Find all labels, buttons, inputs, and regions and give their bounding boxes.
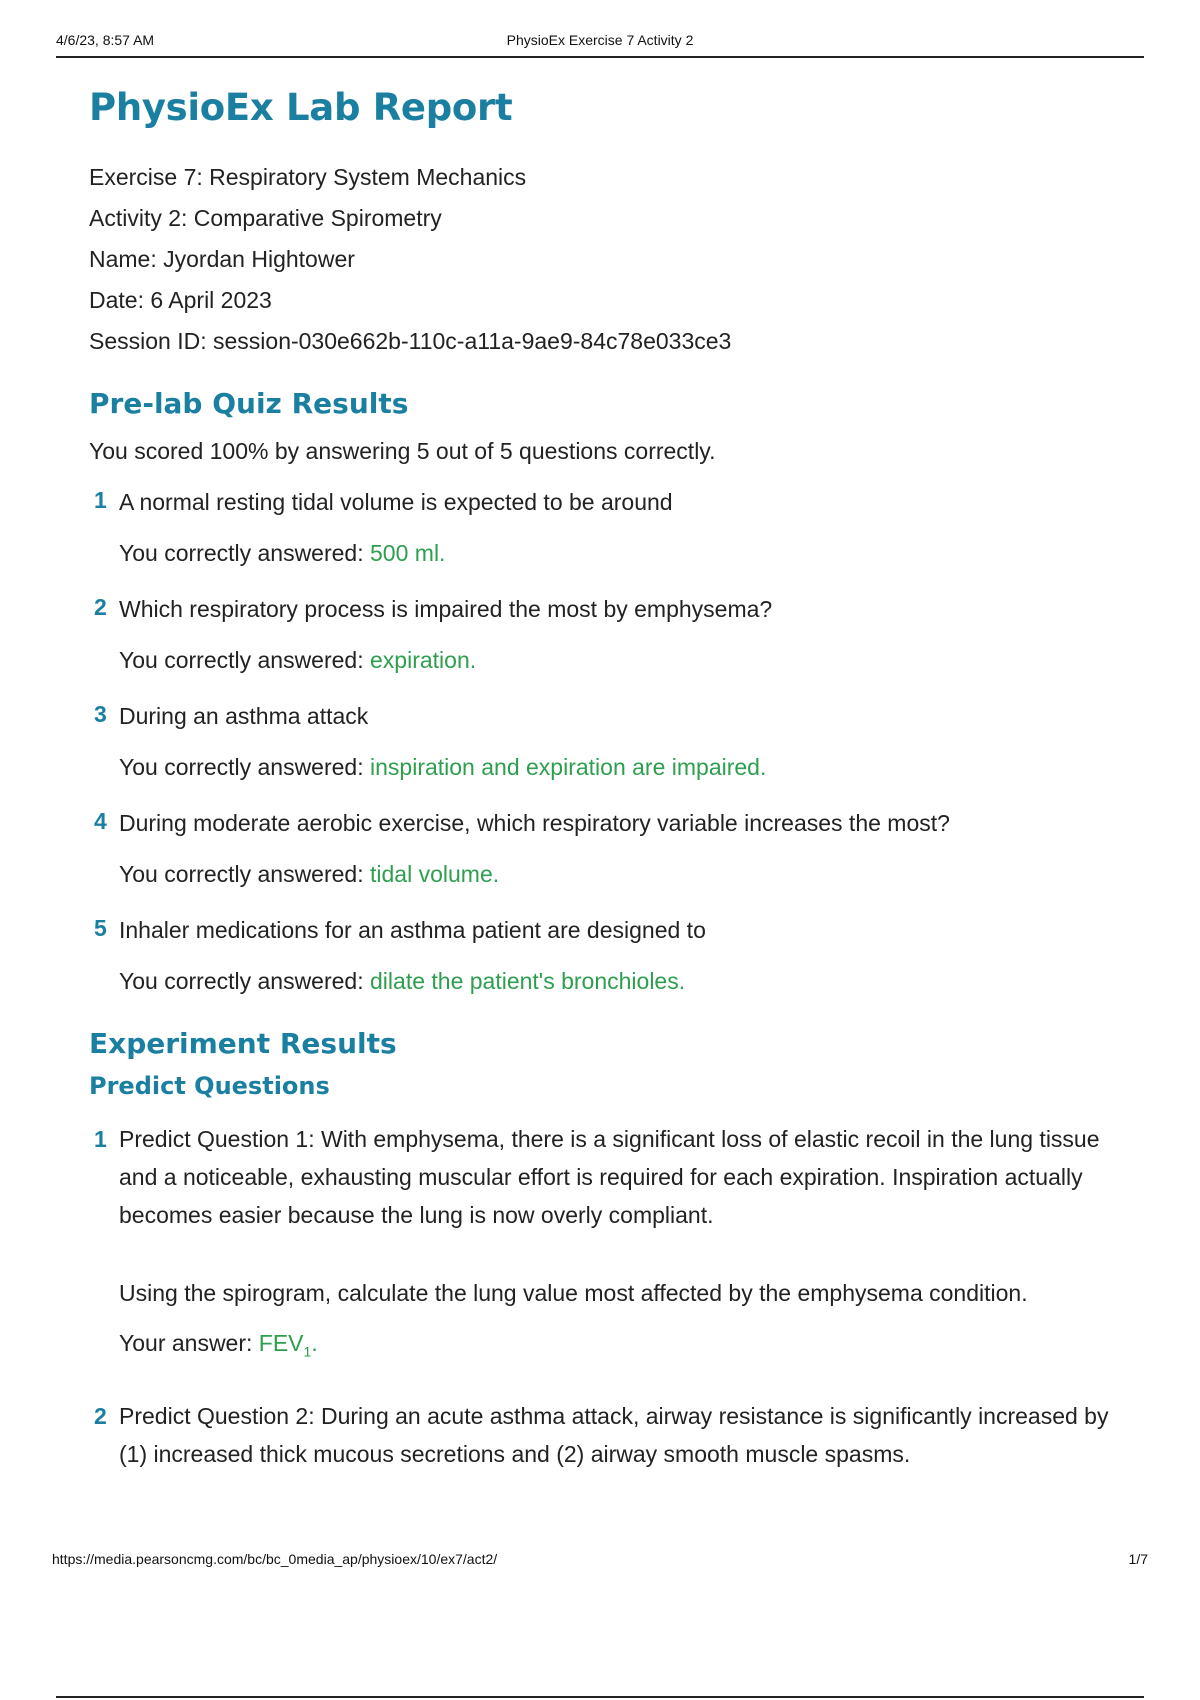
answer-value: expiration. [370, 647, 477, 673]
date-line: Date: 6 April 2023 [89, 287, 272, 313]
question-answer [119, 539, 1139, 567]
answer-prefix: You correctly answered: [119, 647, 371, 673]
print-datetime: 4/6/23, 8:57 AM [56, 32, 155, 48]
answer-value: inspiration and expiration are impaired. [370, 754, 767, 780]
predict-text: Predict Question 1: With emphysema, there is a significant loss of elastic recoil in the lung tissue and a noticeable, exhausting muscular effort is required for each expiration. Inspiration actually becomes easier because the lung is now overly compliant. [119, 1126, 1100, 1228]
bottom-divider [56, 1696, 1144, 1698]
question-number: 2 [94, 594, 107, 620]
predict-subheading: Predict Questions [89, 1072, 330, 1100]
prelab-heading: Pre-lab Quiz Results [89, 387, 409, 420]
predict-number: 1 [94, 1126, 107, 1152]
answer-prefix: You correctly answered: [119, 540, 371, 566]
question-number: 5 [94, 915, 107, 941]
answer-value: dilate the patient's bronchioles. [370, 968, 686, 994]
quiz-list [89, 487, 1139, 995]
question-answer [119, 753, 1139, 781]
print-page-title: PhysioEx Exercise 7 Activity 2 [506, 32, 694, 48]
name-line: Name: Jyordan Hightower [89, 246, 355, 272]
page-number: 1/7 [1128, 1551, 1148, 1567]
report-content [89, 86, 1139, 1499]
question-answer [119, 860, 1139, 888]
question-number: 1 [94, 487, 107, 513]
session-line: Session ID: session-030e662b-110c-a11a-9ae9-84c78e033ce3 [89, 328, 732, 354]
print-header [56, 26, 1144, 58]
question-text: During moderate aerobic exercise, which respiratory variable increases the most? [119, 810, 950, 836]
quiz-question [89, 701, 1139, 781]
question-answer [119, 967, 1139, 995]
experiment-heading: Experiment Results [89, 1027, 397, 1060]
prelab-score: You scored 100% by answering 5 out of 5 questions correctly. [89, 438, 716, 464]
answer-prefix: Your answer: [119, 1330, 259, 1356]
quiz-question [89, 594, 1139, 674]
predict-question [89, 1120, 1139, 1371]
predict-question [89, 1397, 1139, 1473]
answer-prefix: You correctly answered: [119, 968, 371, 994]
predict-answer [119, 1324, 1139, 1371]
answer-value: 500 ml. [370, 540, 446, 566]
predict-number: 2 [94, 1402, 107, 1429]
question-text: Inhaler medications for an asthma patient are designed to [119, 917, 706, 943]
report-meta [89, 157, 1139, 362]
answer-prefix: You correctly answered: [119, 861, 371, 887]
answer-value: tidal volume. [370, 861, 500, 887]
activity-line: Activity 2: Comparative Spirometry [89, 205, 442, 231]
answer-value: $FEV_1$. [258, 1330, 318, 1360]
question-number: 4 [94, 808, 107, 834]
question-number: 3 [94, 701, 107, 727]
answer-prefix: You correctly answered: [119, 754, 371, 780]
exercise-line: Exercise 7: Respiratory System Mechanics [89, 164, 527, 190]
predict-list [89, 1120, 1139, 1473]
question-answer [119, 646, 1139, 674]
predict-instruction: Using the spirogram, calculate the lung value most affected by the emphysema condition. [119, 1280, 1028, 1306]
question-text: Which respiratory process is impaired the most by emphysema? [119, 596, 773, 622]
question-text: A normal resting tidal volume is expected to be around [119, 489, 673, 515]
page-url: https://media.pearsoncmg.com/bc/bc_0media_ap/physioex/10/ex7/act2/ [52, 1551, 498, 1567]
report-title: PhysioEx Lab Report [89, 86, 513, 129]
quiz-question [89, 487, 1139, 567]
predict-text: Predict Question 2: During an acute asthma attack, airway resistance is significantly increased by (1) increased thick mucous secretions and (2) airway smooth muscle spasms. [119, 1402, 1109, 1467]
quiz-question [89, 808, 1139, 888]
quiz-question [89, 915, 1139, 995]
question-text: During an asthma attack [119, 703, 369, 729]
